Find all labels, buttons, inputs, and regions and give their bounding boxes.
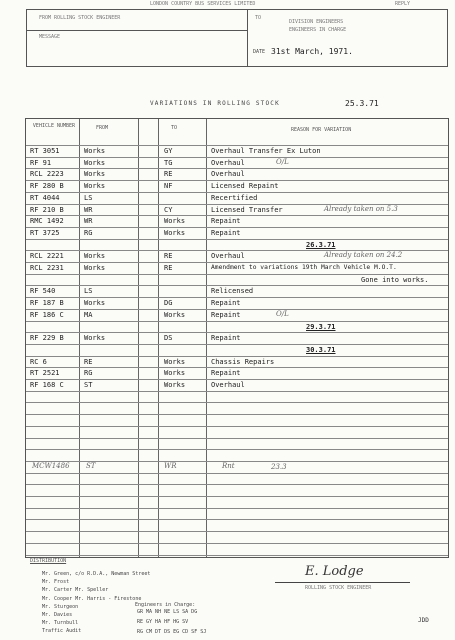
row-rule <box>26 379 448 380</box>
distribution-person: Mr. Frost <box>42 579 70 586</box>
row-reason: Overhaul Transfer Ex Luton <box>211 147 321 155</box>
row-to: RE <box>164 170 173 179</box>
row-from: Works <box>84 264 106 272</box>
engineers-line-1: GR MA NH NE LS SA DG <box>137 609 198 615</box>
row-rule <box>26 391 448 392</box>
row-from: WR <box>84 205 93 214</box>
distribution-person: Mr. Green, c/o R.D.A., Newman Street <box>42 571 151 577</box>
row-rule <box>26 508 448 509</box>
row-to: Works <box>164 369 186 378</box>
row-reason: Chassis Repairs <box>211 357 275 366</box>
col-header-reason: REASON FOR VARIATION <box>291 127 352 133</box>
to-line-2: ENGINEERS IN CHARGE <box>289 27 347 33</box>
distribution-person: Mr. Sturgeon <box>42 603 79 610</box>
row-reason: Amendment to variations 19th March Vehicle M.O.T. <box>211 264 397 271</box>
row-rule <box>26 426 448 427</box>
row-rule <box>26 168 448 169</box>
row-vehicle: RMC 1492 <box>30 217 64 226</box>
handwritten-vehicle: MCW1486 <box>32 462 70 470</box>
row-from: Works <box>84 158 106 167</box>
row-handwritten-note: O/L <box>276 309 289 318</box>
row-rule <box>26 285 448 286</box>
row-vehicle: RF 187 B <box>30 299 64 308</box>
row-handwritten-note: O/L <box>276 157 289 166</box>
row-reason: Relicensed <box>211 287 254 296</box>
row-rule <box>26 438 448 439</box>
row-handwritten-note: Already taken on 5.3 <box>324 204 398 213</box>
row-rule <box>26 157 448 158</box>
title-date: 25.3.71 <box>345 99 379 108</box>
row-rule <box>26 262 448 263</box>
row-rule <box>26 496 448 497</box>
row-rule <box>26 215 448 216</box>
to-line-1: DIVISION ENGINEERS <box>289 19 344 25</box>
distribution-person: Traffic Audit <box>42 628 82 635</box>
row-rule <box>26 180 448 181</box>
row-rule <box>26 531 448 532</box>
row-rule <box>26 484 448 485</box>
row-reason: 26.3.71 <box>306 240 336 249</box>
col-header-to: TO <box>171 125 178 131</box>
handwritten-reason: Rnt <box>222 462 235 470</box>
row-reason: Recertified <box>211 193 258 202</box>
row-vehicle: RF 91 <box>30 158 52 167</box>
col-header-vehicle: VEHICLE NUMBER <box>32 123 76 129</box>
signature-title: ROLLING STOCK ENGINEER <box>305 585 372 591</box>
row-to: CY <box>164 205 173 214</box>
row-to: Works <box>164 357 186 366</box>
row-reason: Overhaul <box>211 158 245 167</box>
row-to: Works <box>164 217 186 226</box>
row-rule <box>26 356 448 357</box>
row-reason: Repaint <box>211 310 241 319</box>
row-reason: Overhaul <box>211 252 245 261</box>
row-vehicle: RF 168 C <box>30 381 64 389</box>
distribution-person: Mr. Cooper Mr. Harris - Firestone <box>42 595 142 602</box>
row-reason: Repaint <box>211 299 241 308</box>
row-rule <box>26 519 448 520</box>
row-reason: Licensed Transfer <box>211 205 283 214</box>
row-rule <box>26 449 448 450</box>
row-rule <box>26 402 448 403</box>
handwritten-from: ST <box>86 462 96 470</box>
row-rule <box>26 414 448 415</box>
row-to: RE <box>164 252 173 261</box>
memo-header-box <box>26 9 448 67</box>
row-reason: Repaint <box>211 369 241 378</box>
row-handwritten-note: Already taken on 24.2 <box>324 251 403 260</box>
row-vehicle: RT 3051 <box>30 147 60 155</box>
distribution-person: Mr. Turnbull <box>42 620 79 627</box>
date-label: DATE <box>253 49 266 55</box>
col-header-from: FROM <box>96 125 109 131</box>
row-to: Works <box>164 228 186 237</box>
row-rule <box>26 297 448 298</box>
date-value: 31st March, 1971. <box>271 47 353 56</box>
row-reason: Licensed Repaint <box>211 182 279 191</box>
engineers-line-3: RG CM DT DS EG CD SF SJ <box>137 629 207 635</box>
row-to: RE <box>164 264 173 272</box>
row-vehicle: RCL 2221 <box>30 252 64 261</box>
row-from: LS <box>84 193 93 202</box>
row-rule <box>26 543 448 544</box>
company-caption: LONDON COUNTRY BUS SERVICES LIMITED <box>150 1 256 7</box>
row-from: LS <box>84 287 93 296</box>
row-from: MA <box>84 310 93 319</box>
typist-initials: JDD <box>418 617 429 624</box>
signature-line <box>275 582 410 583</box>
row-to: DG <box>164 299 173 308</box>
reply-caption: REPLY <box>395 1 411 7</box>
row-vehicle: RC 6 <box>30 357 47 366</box>
row-from: WR <box>84 217 93 226</box>
handwritten-date: 23.3 <box>271 463 287 471</box>
row-vehicle: RCL 2223 <box>30 170 64 179</box>
row-to: TG <box>164 158 173 167</box>
message-label: MESSAGE <box>39 34 61 40</box>
to-label: TO <box>255 15 262 21</box>
row-from: RG <box>84 369 93 378</box>
row-vehicle: RF 210 B <box>30 205 64 214</box>
handwritten-to: WR <box>164 462 177 470</box>
row-from: Works <box>84 147 106 155</box>
row-to: DS <box>164 334 173 343</box>
signature: E. Lodge <box>305 564 364 579</box>
row-to: Works <box>164 310 186 319</box>
row-vehicle: RF 229 B <box>30 334 64 343</box>
distribution-person: Mr. Davies <box>42 612 73 618</box>
engineers-label: Engineers in Charge: <box>135 602 196 608</box>
row-reason: 30.3.71 <box>306 345 336 354</box>
row-from: ST <box>84 381 93 389</box>
row-reason: 29.3.71 <box>306 322 336 331</box>
row-rule <box>26 367 448 368</box>
distribution-person: Mr. Carter Mr. Speller <box>42 587 109 594</box>
row-rule <box>26 555 448 556</box>
row-reason: Gone into works. <box>361 275 429 284</box>
row-rule <box>26 344 448 345</box>
row-from: Works <box>84 182 106 191</box>
row-rule <box>26 239 448 240</box>
row-rule <box>26 309 448 310</box>
row-vehicle: RT 3725 <box>30 228 60 237</box>
row-from: Works <box>84 299 106 308</box>
row-vehicle: RT 4044 <box>30 193 60 202</box>
row-vehicle: RT 2521 <box>30 369 60 378</box>
distribution-label: DISTRIBUTION <box>30 558 67 564</box>
row-vehicle: RCL 2231 <box>30 264 64 272</box>
row-vehicle: RF 540 <box>30 287 56 296</box>
from-label: FROM ROLLING STOCK ENGINEER <box>39 15 121 21</box>
row-to: GY <box>164 147 173 155</box>
row-from: Works <box>84 252 106 261</box>
row-rule <box>26 473 448 474</box>
row-rule <box>26 227 448 228</box>
row-reason: Overhaul <box>211 381 245 389</box>
row-from: RE <box>84 357 93 366</box>
row-rule <box>26 145 448 146</box>
row-vehicle: RF 280 B <box>30 182 64 191</box>
row-reason: Repaint <box>211 228 241 237</box>
row-rule <box>26 321 448 322</box>
row-vehicle: RF 186 C <box>30 310 64 319</box>
row-rule <box>26 192 448 193</box>
engineers-line-2: RE GY HA HF HG SV <box>137 619 189 625</box>
row-reason: Repaint <box>211 334 241 343</box>
page-title: VARIATIONS IN ROLLING STOCK <box>150 100 280 107</box>
row-reason: Overhaul <box>211 170 245 179</box>
row-reason: Repaint <box>211 217 241 226</box>
row-from: RG <box>84 228 93 237</box>
row-from: Works <box>84 334 106 343</box>
row-rule <box>26 274 448 275</box>
variations-table <box>25 118 449 558</box>
row-to: Works <box>164 381 186 389</box>
row-from: Works <box>84 170 106 179</box>
row-rule <box>26 332 448 333</box>
row-to: NF <box>164 182 173 191</box>
